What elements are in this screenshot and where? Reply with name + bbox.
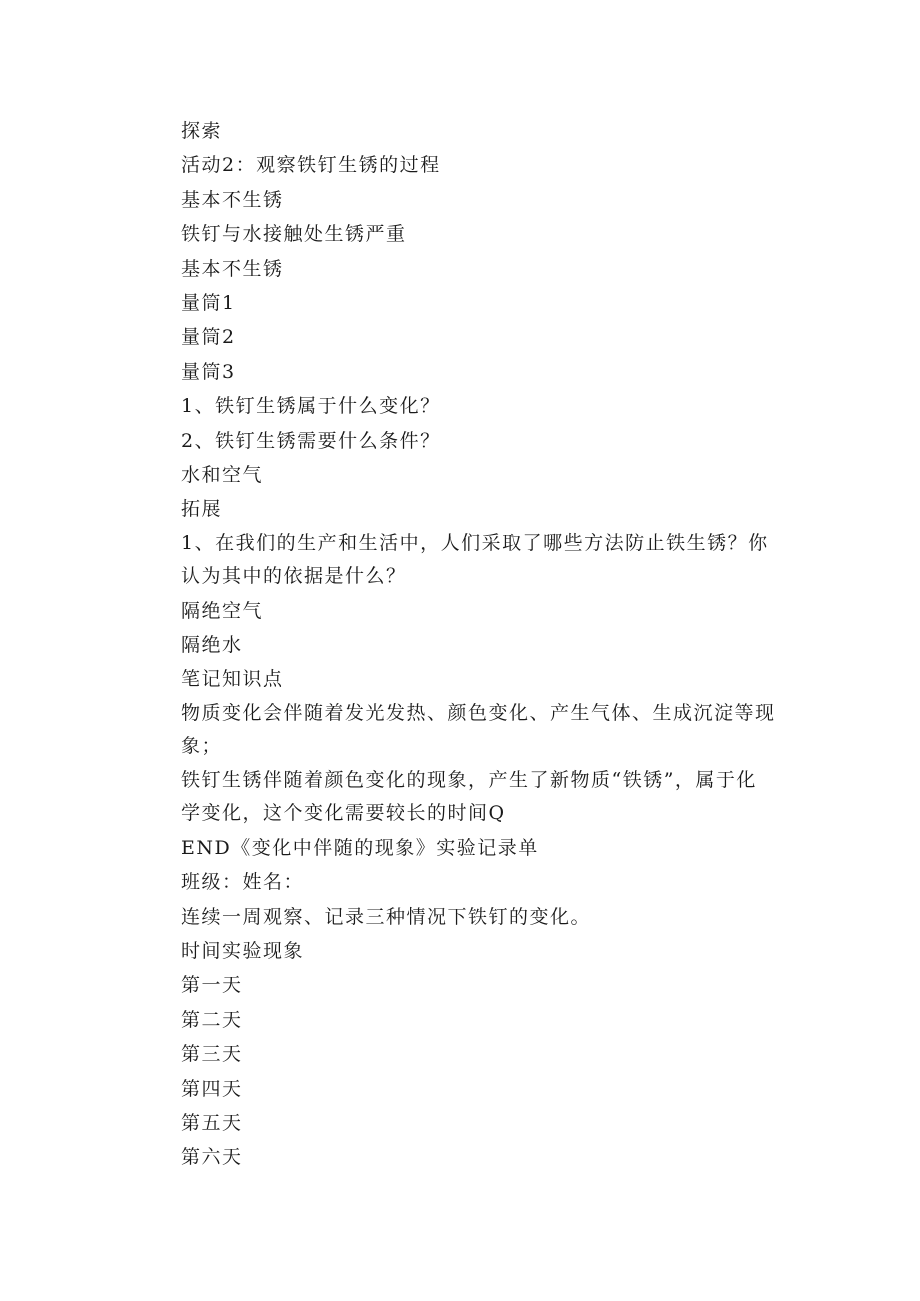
text-line: 基本不生锈 (181, 188, 284, 211)
activity-title: 活动2：观察铁钉生锈的过程 (181, 154, 441, 177)
day-row: 第四天 (181, 1077, 243, 1100)
answer: 隔绝空气 (181, 599, 264, 622)
question: 1、铁钉生锈属于什么变化？ (181, 395, 441, 418)
cylinder-label: 量筒2 (181, 326, 236, 349)
note-paragraph: 铁钉生锈伴随着颜色变化的现象，产生了新物质“铁锈”，属于化学变化，这个变化需要较长的时间Q (181, 768, 757, 824)
class-name-line: 班级：姓名： (181, 871, 305, 894)
cylinder-label: 量筒1 (181, 291, 236, 314)
document-body (181, 114, 777, 1175)
section-heading-extend: 拓展 (181, 498, 223, 521)
text-line: 铁钉与水接触处生锈严重 (181, 223, 407, 246)
day-row: 第一天 (181, 974, 243, 997)
text-line: 基本不生锈 (181, 257, 284, 280)
answer: 隔绝水 (181, 634, 243, 657)
question: 2、铁钉生锈需要什么条件？ (181, 429, 441, 452)
answer: 水和空气 (181, 463, 264, 486)
section-heading-explore: 探索 (181, 120, 223, 142)
cylinder-label: 量筒3 (181, 360, 236, 383)
note-paragraph: 物质变化会伴随着发光发热、颜色变化、产生气体、生成沉淀等现象； (181, 701, 776, 757)
instruction: 连续一周观察、记录三种情况下铁钉的变化。 (181, 905, 592, 928)
day-row: 第六天 (181, 1146, 243, 1169)
prevention-question: 1、在我们的生产和生活中，人们采取了哪些方法防止铁生锈？你认为其中的依据是什么？ (181, 531, 769, 587)
day-row: 第五天 (181, 1111, 243, 1134)
day-row: 第三天 (181, 1043, 243, 1066)
section-heading-notes: 笔记知识点 (181, 668, 284, 691)
record-sheet-title: END《变化中伴随的现象》实验记录单 (181, 836, 539, 859)
table-header: 时间实验现象 (181, 940, 305, 963)
day-row: 第二天 (181, 1008, 243, 1031)
